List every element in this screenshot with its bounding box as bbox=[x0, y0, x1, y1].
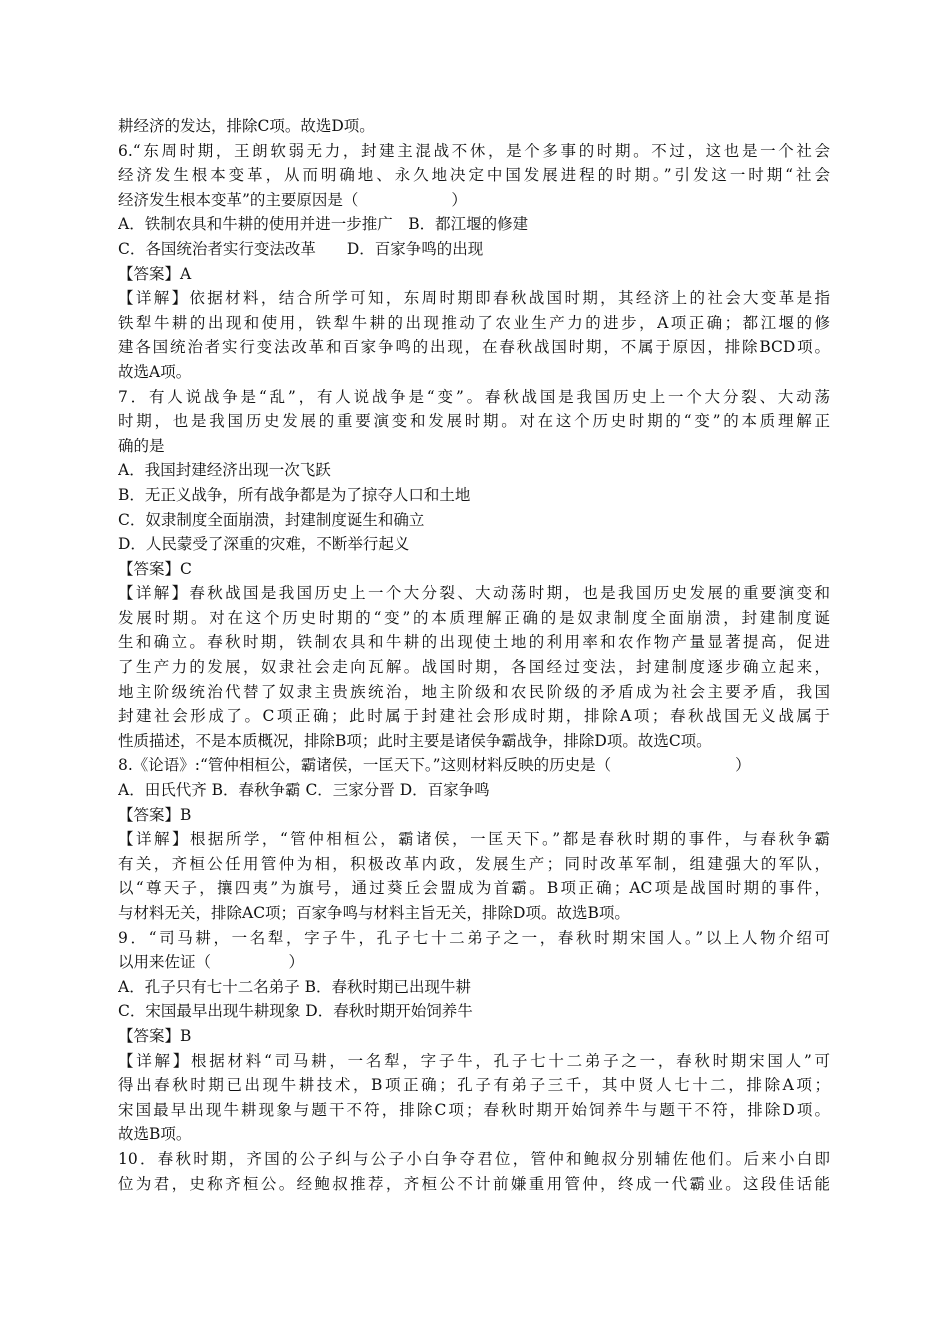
text-line: 耕经济的发达，排除C项。故选D项。 bbox=[118, 117, 375, 135]
explanation-line: 【详解】春秋战国是我国历史上一个大分裂、大动荡时期，也是我国历史发展的重要演变和 bbox=[118, 584, 830, 603]
explanation-line: 有关，齐桓公任用管仲为相，积极改革内政，发展生产；同时改革军制，组建强大的军队， bbox=[118, 854, 830, 873]
question-stem: 9．“司马耕，一名犁，字子牛，孔子七十二弟子之一，春秋时期宋国人。”以上人物介绍可 bbox=[118, 928, 830, 947]
explanation-line: 【详解】根据材料“司马耕，一名犁，字子牛，孔子七十二弟子之一，春秋时期宋国人”可 bbox=[118, 1051, 830, 1070]
question-stem: 以用来佐证（ ） bbox=[118, 953, 305, 972]
explanation-line: 故选A项。 bbox=[118, 362, 192, 381]
question-stem: 经济发生根本变革”的主要原因是（ ） bbox=[118, 190, 467, 209]
option-line: C．奴隶制度全面崩溃，封建制度诞生和确立 bbox=[118, 510, 425, 529]
explanation-line: 发展时期。对在这个历史时期的“变”的本质理解正确的是奴隶制度全面崩溃，封建制度诞 bbox=[118, 608, 830, 627]
explanation-line: 铁犁牛耕的出现和使用，铁犁牛耕的出现推动了农业生产力的进步，A项正确；都江堰的修 bbox=[118, 313, 830, 332]
answer-line: 【答案】B bbox=[118, 805, 192, 824]
explanation-line: 生和确立。春秋时期，铁制农具和牛耕的出现使土地的利用率和农作物产量显著提高，促进 bbox=[118, 633, 830, 652]
option-line: B．无正义战争，所有战争都是为了掠夺人口和土地 bbox=[118, 485, 471, 504]
question-stem: 位为君，史称齐桓公。经鲍叔推荐，齐桓公不计前嫌重用管仲，终成一代霸业。这段佳话能 bbox=[118, 1174, 830, 1193]
explanation-line: 与材料无关，排除AC项；百家争鸣与材料主旨无关，排除D项。故选B项。 bbox=[118, 904, 630, 922]
question-stem: 确的是 bbox=[118, 436, 165, 455]
explanation-line: 【详解】依据材料，结合所学可知，东周时期即春秋战国时期，其经济上的社会大变革是指 bbox=[118, 289, 830, 308]
explanation-line: 封建社会形成了。C项正确；此时属于封建社会形成时期，排除A项；春秋战国无义战属于 bbox=[118, 707, 830, 726]
explanation-line: 宋国最早出现牛耕现象与题干不符，排除C项；春秋时期开始饲养牛与题干不符，排除D项。 bbox=[118, 1100, 830, 1119]
explanation-line: 以“尊天子，攘四夷”为旗号，通过葵丘会盟成为首霸。B项正确；AC项是战国时期的事件， bbox=[118, 879, 830, 898]
explanation-line: 性质描述，不是本质概况，排除B项；此时主要是诸侯争霸战争，排除D项。故选C项。 bbox=[118, 731, 712, 750]
explanation-line: 故选B项。 bbox=[118, 1125, 192, 1144]
question-stem: 8.《论语》:“管仲相桓公，霸诸侯，一匡天下。”这则材料反映的历史是（ ） bbox=[118, 756, 751, 775]
document-page bbox=[118, 114, 830, 1196]
question-stem: 10．春秋时期，齐国的公子纠与公子小白争夺君位，管仲和鲍叔分别辅佐他们。后来小白即 bbox=[118, 1149, 830, 1168]
question-stem: 经济发生根本变革，从而明确地、永久地决定中国发展进程的时期。”引发这一时期“社会 bbox=[118, 166, 830, 185]
option-line: C．宋国最早出现牛耕现象 D．春秋时期开始饲养牛 bbox=[118, 1002, 473, 1021]
explanation-line: 建各国统治者实行变法改革和百家争鸣的出现，在春秋战国时期，不属于原因，排除BCD项。 bbox=[118, 338, 830, 357]
answer-line: 【答案】A bbox=[118, 264, 192, 283]
explanation-line: 得出春秋时期已出现牛耕技术，B项正确；孔子有弟子三千，其中贤人七十二，排除A项； bbox=[118, 1076, 830, 1095]
question-stem: 时期，也是我国历史发展的重要演变和发展时期。对在这个历史时期的“变”的本质理解正 bbox=[118, 412, 830, 431]
option-line: C．各国统治者实行变法改革 D．百家争鸣的出现 bbox=[118, 239, 484, 258]
question-stem: 6.“东周时期，王朗软弱无力，封建主混战不休，是个多事的时期。不过，这也是一个社会 bbox=[118, 141, 830, 160]
option-line: D．人民蒙受了深重的灾难，不断举行起义 bbox=[118, 535, 410, 554]
explanation-line: 【详解】根据所学，“管仲相桓公，霸诸侯，一匡天下。”都是春秋时期的事件，与春秋争霸 bbox=[118, 830, 830, 849]
explanation-line: 地主阶级统治代替了奴隶主贵族统治，地主阶级和农民阶级的矛盾成为社会主要矛盾，我国 bbox=[118, 682, 830, 701]
option-line: A．孔子只有七十二名弟子 B．春秋时期已出现牛耕 bbox=[118, 977, 472, 996]
option-line: A．我国封建经济出现一次飞跃 bbox=[118, 461, 331, 480]
question-stem: 7．有人说战争是“乱”，有人说战争是“变”。春秋战国是我国历史上一个大分裂、大动荡 bbox=[118, 387, 830, 406]
option-line: A．田氏代齐 B．春秋争霸 C．三家分晋 D．百家争鸣 bbox=[118, 781, 490, 800]
answer-line: 【答案】C bbox=[118, 559, 192, 578]
explanation-line: 了生产力的发展，奴隶社会走向瓦解。战国时期，各国经过变法，封建制度逐步确立起来， bbox=[118, 658, 830, 677]
answer-line: 【答案】B bbox=[118, 1026, 192, 1045]
option-line: A．铁制农具和牛耕的使用并进一步推广 B．都江堰的修建 bbox=[118, 215, 529, 234]
